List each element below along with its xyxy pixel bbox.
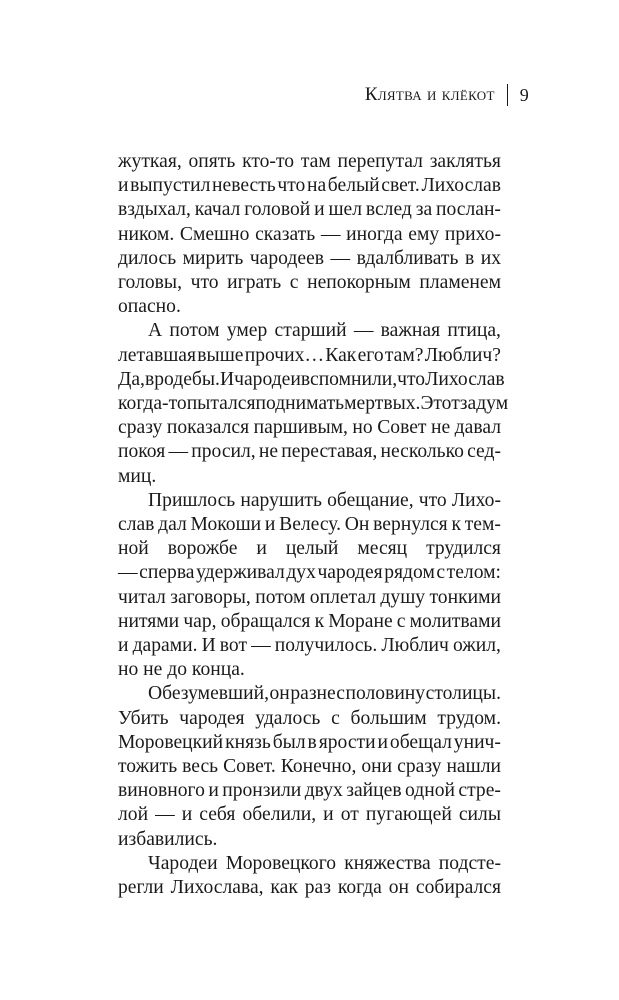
text-line: головы, что играть с непокорным пламенем (118, 272, 501, 294)
running-head-divider (507, 84, 508, 106)
text-line: ником. Смешно сказать — иногда ему прихо- (118, 223, 501, 245)
text-line: покоя — просил, не переставая, несколько сед- (118, 441, 501, 463)
running-title: Клятва и клёкот (364, 84, 495, 105)
text-line: А потом умер старший — важная птица, (148, 320, 501, 342)
text-line: избавились. (118, 828, 218, 850)
paragraph (118, 682, 501, 851)
text-line: жуткая, опять кто-то там перепутал заклятья (118, 151, 501, 172)
text-line: слав дал Мокоши и Велесу. Он вернулся к тем- (118, 514, 501, 536)
text-line: и выпустил невесть что на белый свет. Лихослав (118, 175, 501, 197)
text-line: но не до конца. (118, 659, 245, 681)
text-line: — сперва удерживал дух чародея рядом с телом: (118, 562, 501, 584)
text-line: дилось мирить чародеев — вдалбливать в их (118, 247, 501, 269)
paragraph (118, 319, 509, 488)
paragraph (118, 852, 501, 900)
text-line: Обезумевший, он разнес половину столицы. (148, 683, 501, 705)
text-line: сразу показался паршивым, но Совет не давал (118, 417, 501, 439)
text-line: и дарами. И вот — получилось. Люблич ожил, (118, 635, 501, 657)
text-line: летавшая выше прочих… Как его там? Люблич? (118, 344, 501, 366)
text-line: миц. (118, 465, 157, 487)
text-line: Пришлось нарушить обещание, что Лихо- (148, 489, 501, 511)
text-line: лой — и себя обелили, и от пугающей силы (118, 804, 501, 826)
text-line: Да, вроде бы. И чародеи вспомнили, что Лихослав (118, 368, 505, 390)
paragraph (118, 150, 501, 319)
body-text (118, 150, 509, 900)
text-line: читал заговоры, потом оплетал душу тонкими (118, 586, 501, 608)
text-line: Убить чародея удалось с большим трудом. (118, 707, 501, 729)
text-line: виновного и пронзили двух зайцев одной стре- (118, 780, 501, 802)
running-head (365, 84, 529, 106)
paragraph (118, 489, 501, 683)
text-line: Моровецкий князь был в ярости и обещал унич- (118, 731, 501, 753)
text-line: тожить весь Совет. Конечно, они сразу нашли (118, 756, 501, 778)
text-line: регли Лихослава, как раз когда он собирался (118, 877, 501, 899)
text-line: вздыхал, качал головой и шел вслед за послан- (118, 199, 501, 221)
text-line: опасно. (118, 296, 181, 318)
text-line: когда-то пытался поднимать мертвых. Этот задум (118, 393, 509, 415)
text-line: нитями чар, обращался к Моране с молитвами (118, 610, 501, 632)
text-line: ной ворожбе и целый месяц трудился (118, 538, 501, 560)
page-number: 9 (519, 84, 529, 105)
text-line: Чародеи Моровецкого княжества подсте- (148, 852, 501, 874)
